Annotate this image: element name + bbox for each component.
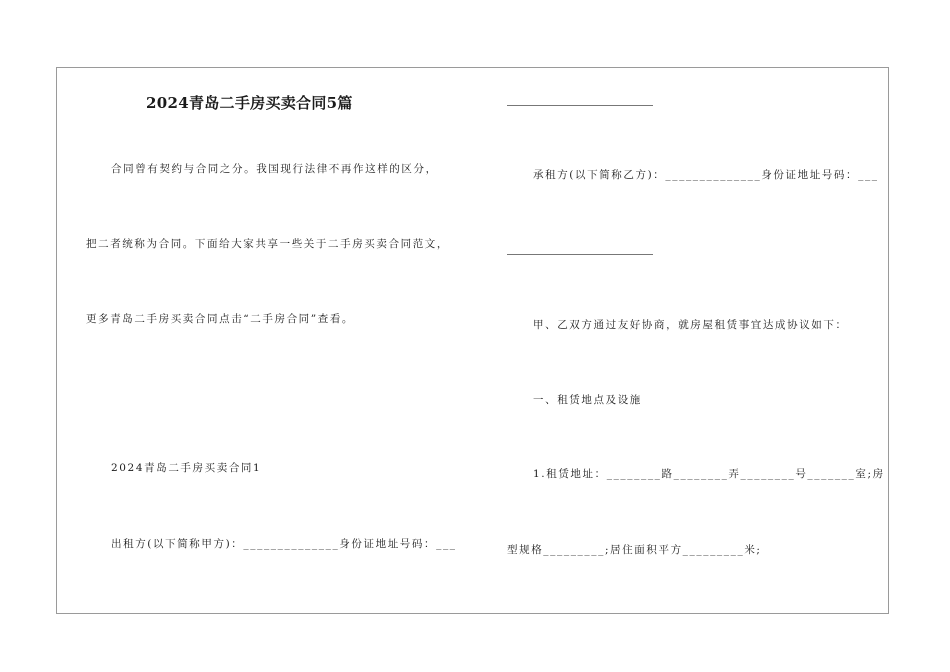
clause-heading: 一、租赁地点及设施 [533, 394, 642, 406]
blank-underline [507, 105, 653, 106]
document-title: 2024青岛二手房买卖合同5篇 [146, 94, 353, 112]
blank-underline [507, 254, 653, 255]
address-line: 1.租赁地址：________路________弄________号_______室;房 [533, 468, 885, 480]
agreement-line: 甲、乙双方通过友好协商，就房屋租赁事宜达成协议如下： [533, 319, 848, 331]
lessor-line: 出租方(以下简称甲方)：______________身份证地址号码：___ [111, 538, 457, 550]
contract-section-heading: 2024青岛二手房买卖合同1 [111, 462, 262, 474]
intro-paragraph-line-2: 把二者统称为合同。下面给大家共享一些关于二手房买卖合同范文， [86, 238, 449, 250]
lessee-line: 承租方(以下简称乙方)：______________身份证地址号码：___ [533, 169, 879, 181]
intro-paragraph-line-1: 合同曾有契约与合同之分。我国现行法律不再作这样的区分， [111, 163, 438, 175]
document-page [56, 67, 889, 614]
intro-paragraph-line-3: 更多青岛二手房买卖合同点击“二手房合同”查看。 [86, 313, 355, 325]
house-spec-line: 型规格_________;居住面积平方_________米; [507, 544, 762, 556]
